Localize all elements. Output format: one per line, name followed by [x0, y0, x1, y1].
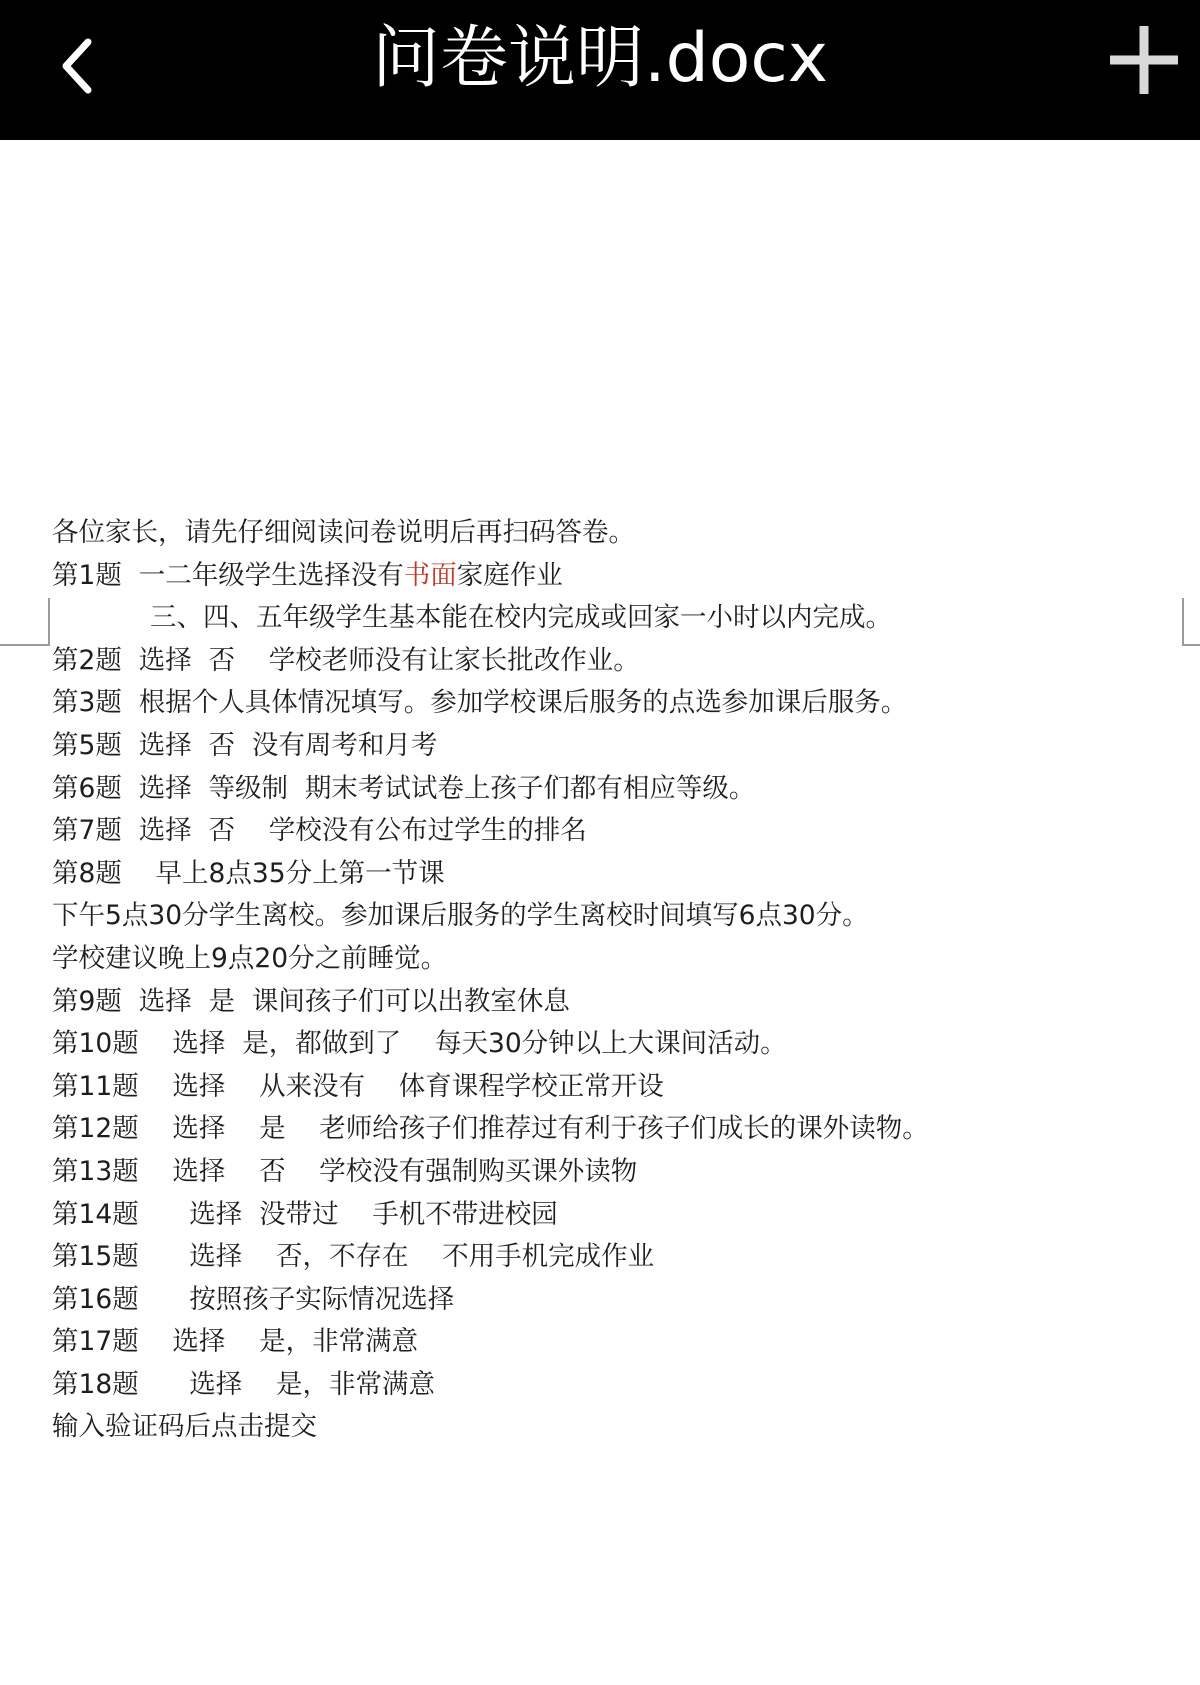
question-1-suffix: 家庭作业: [456, 559, 563, 591]
intro-line: 各位家长，请先仔细阅读问卷说明后再扫码答卷。: [52, 517, 635, 548]
question-8-line-3: 学校建议晚上9点20分之前睡觉。: [52, 942, 448, 974]
question-1-line: [52, 555, 1172, 598]
question-15-line: 第15题 选择 否，不存在 不用手机完成作业: [52, 1241, 655, 1273]
question-8-line: 第8题 早上8点35分上第一节课: [52, 857, 445, 889]
question-6-line: 第6题 选择 等级制 期末考试试卷上孩子们都有相应等级。: [52, 772, 756, 804]
top-bar: [0, 0, 1200, 140]
plus-icon: [1100, 16, 1188, 104]
question-5-line: 第5题 选择 否 没有周考和月考: [52, 729, 438, 761]
highlighted-word: 书面: [403, 559, 457, 591]
question-12-line: 第12题 选择 是 老师给孩子们推荐过有利于孩子们成长的课外读物。: [52, 1113, 929, 1145]
question-18-line: 第18题 选择 是，非常满意: [52, 1368, 435, 1400]
closing-line: 输入验证码后点击提交: [52, 1411, 317, 1443]
question-14-line: 第14题 选择 没带过 手机不带进校园: [52, 1198, 558, 1230]
question-7-line: 第7题 选择 否 学校没有公布过学生的排名: [52, 815, 587, 847]
document-title: 问卷说明.docx: [371, 19, 828, 98]
question-1-continuation: 三、四、五年级学生基本能在校内完成或回家一小时以内完成。: [150, 602, 892, 634]
question-11-line: 第11题 选择 从来没有 体育课程学校正常开设: [52, 1070, 664, 1102]
question-10-line: 第10题 选择 是，都做到了 每天30分钟以上大课间活动。: [52, 1028, 787, 1060]
document-body: [52, 512, 1172, 1449]
question-8-line-2: 下午5点30分学生离校。参加课后服务的学生离校时间填写6点30分。: [52, 900, 869, 932]
question-9-line: 第9题 选择 是 课间孩子们可以出教室休息: [52, 985, 570, 1017]
add-button[interactable]: [1100, 16, 1188, 104]
question-1-text: 第1题 一二年级学生选择没有: [52, 559, 404, 591]
question-2-line: 第2题 选择 否 学校老师没有让家长批改作业。: [52, 644, 640, 676]
margin-corner-marker-right: [1182, 598, 1200, 646]
question-17-line: 第17题 选择 是，非常满意: [52, 1326, 419, 1358]
margin-corner-marker-left: [0, 598, 50, 646]
question-16-line: 第16题 按照孩子实际情况选择: [52, 1283, 455, 1315]
question-3-line: 第3题 根据个人具体情况填写。参加学校课后服务的点选参加课后服务。: [52, 687, 908, 719]
question-13-line: 第13题 选择 否 学校没有强制购买课外读物: [52, 1155, 638, 1187]
